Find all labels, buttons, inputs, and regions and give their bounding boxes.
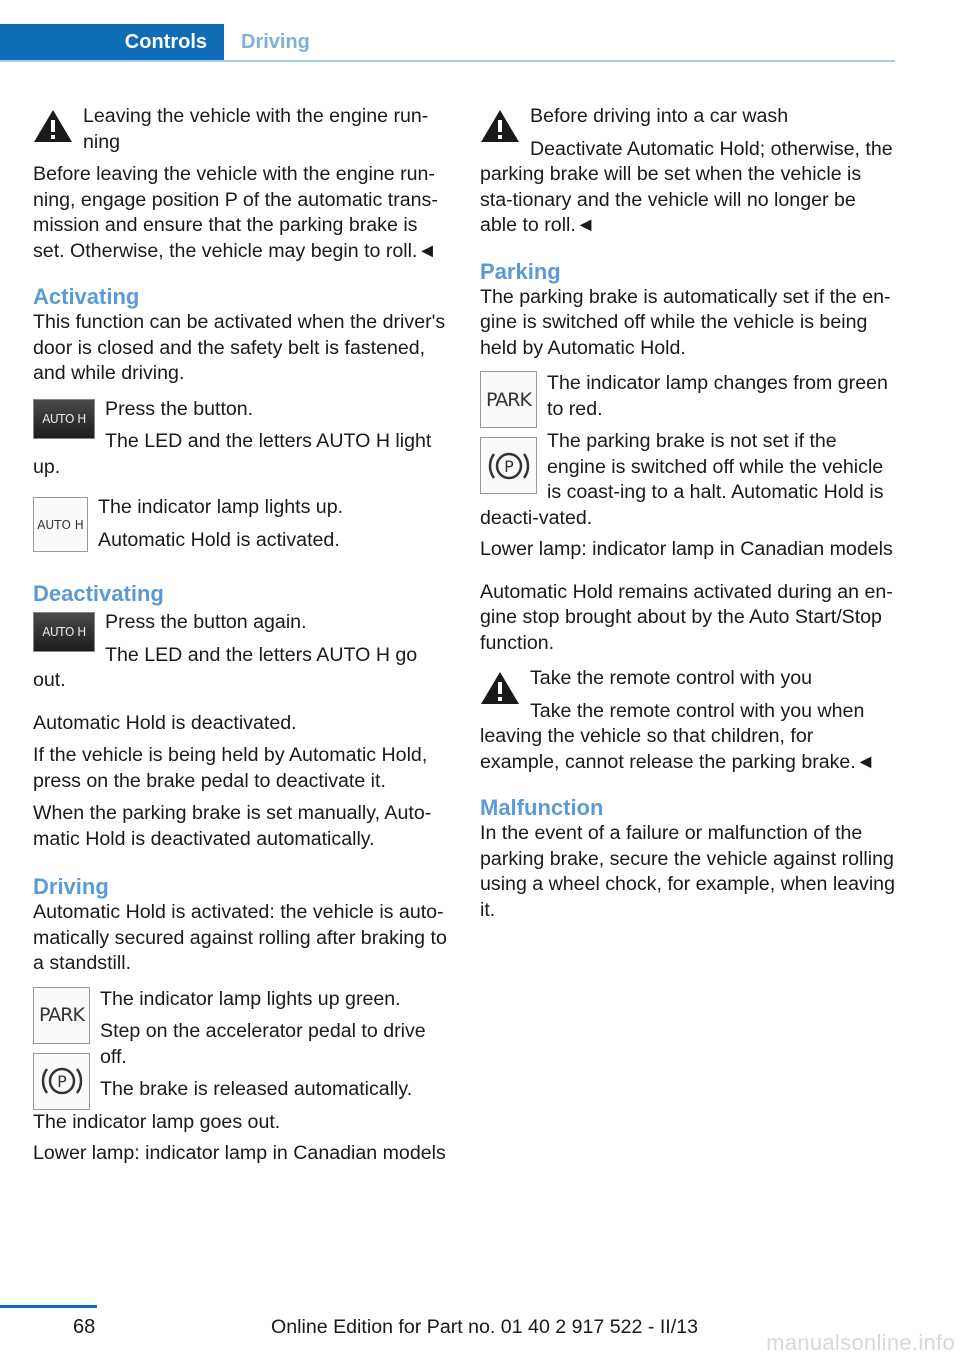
warning-triangle-icon [480, 670, 520, 706]
park-lamp-icon: PARK [480, 371, 537, 428]
warning-title: Leaving the vehicle with the engine run-ning [83, 105, 429, 153]
set-manually-text: When the parking brake is set manually, Auto-matic Hold is deactivated automatically. [33, 802, 432, 850]
lamp-lights-up-text: The indicator lamp lights up. [98, 496, 344, 518]
header-tabs [0, 24, 895, 62]
held-by-hold-text: If the vehicle is being held by Automatic Hold, press on the brake pedal to deactivate it. [33, 744, 428, 792]
warning-body: Deactivate Automatic Hold; otherwise, the parking brake will be set when the vehicle is sta-tionary and the vehicle will no longer be able to roll.◄ [480, 137, 893, 236]
auto-h-lamp-icon: AUTO H [33, 497, 88, 552]
auto-h-lamp-block [33, 495, 449, 553]
park-lamp-block [33, 987, 449, 1136]
led-light-up-text: The LED and the letters AUTO H light up. [33, 430, 432, 478]
parking-brake-lamp-icon [480, 437, 537, 494]
heading-parking: Parking [480, 258, 561, 284]
svg-text:P: P [56, 1072, 67, 1091]
parking-brake-p-icon [486, 446, 532, 486]
warning-body: Take the remote control with you when leaving the vehicle so that children, for example, cannot release the parking brake.◄ [480, 699, 876, 773]
driving-body: Automatic Hold is activated: the vehicle is auto-matically secured against rolling after braking to a standstill. [33, 901, 447, 974]
auto-h-button-block [33, 397, 449, 481]
header-divider [0, 60, 895, 62]
warning-body: Before leaving the vehicle with the engine run-ning, engage position P of the automatic trans-mission and ensure that the parking brake is set. Otherwise, the vehicle may begin to roll.◄ [33, 163, 438, 262]
left-column [33, 104, 449, 1167]
lamp-changes-text: The indicator lamp changes from green to red. [547, 372, 888, 420]
park-lamp-block-right [480, 371, 896, 531]
parking-brake-p-icon [39, 1061, 85, 1101]
step-accelerator-text: Step on the accelerator pedal to drive off. [100, 1020, 426, 1068]
hold-deactivated-text: Automatic Hold is deactivated. [33, 711, 297, 734]
warning-triangle-icon [480, 108, 520, 144]
hold-activated-text: Automatic Hold is activated. [98, 528, 340, 551]
auto-h-button-block-2 [33, 610, 449, 694]
parking-brake-lamp-icon [33, 1053, 90, 1110]
heading-deactivating: Deactivating [33, 581, 164, 606]
lower-lamp-text: Lower lamp: indicator lamp in Canadian models [33, 1142, 446, 1164]
brake-released-text: The brake is released automatically. [100, 1078, 413, 1100]
lower-lamp-text: Lower lamp: indicator lamp in Canadian models [480, 538, 893, 560]
park-lamp-icon: PARK [33, 987, 90, 1044]
warning-title: Take the remote control with you [530, 667, 813, 689]
page-number: 68 [73, 1316, 96, 1338]
lamp-goes-out-text: The indicator lamp goes out. [33, 1110, 281, 1133]
warning-car-wash [480, 104, 896, 239]
heading-activating: Activating [33, 284, 140, 309]
auto-h-button-icon: AUTO H [33, 612, 95, 652]
brake-not-set-text: The parking brake is not set if the engine is switched off while the vehicle is coast-ing to a halt. Automatic Hold is deacti-vated. [480, 430, 884, 529]
press-again-text: Press the button again. [105, 611, 307, 633]
malfunction-body: In the event of a failure or malfunction of the parking brake, secure the vehicle against rolling using a wheel chock, for example, when leaving it. [480, 822, 895, 921]
activating-body: This function can be activated when the driver's door is closed and the safety belt is fastened, and while driving. [33, 311, 446, 384]
press-button-text: Press the button. [105, 397, 254, 420]
heading-driving: Driving [33, 874, 109, 899]
auto-h-button-icon: AUTO H [33, 399, 95, 439]
lamp-green-text: The indicator lamp lights up green. [100, 987, 401, 1010]
footer-rule [0, 1305, 97, 1308]
heading-malfunction: Malfunction [480, 795, 604, 820]
warning-remote-control [480, 666, 896, 775]
right-column [480, 104, 896, 923]
remains-activated-text: Automatic Hold remains activated during an en-gine stop brought about by the Auto Start/Stop function. [480, 580, 893, 654]
tab-driving[interactable]: Driving [241, 30, 310, 53]
warning-triangle-icon [33, 108, 73, 144]
watermark: manualsonline.info [766, 1330, 955, 1355]
parking-body: The parking brake is automatically set if the en-gine is switched off while the vehicle is being held by Automatic Hold. [480, 285, 891, 359]
tab-controls[interactable]: Controls [0, 24, 224, 60]
led-goes-out-text: The LED and the letters AUTO H go out. [33, 643, 418, 691]
svg-text:P: P [503, 456, 514, 476]
warning-title: Before driving into a car wash [530, 105, 789, 127]
warning-leaving-vehicle [33, 104, 449, 155]
edition-text: Online Edition for Part no. 01 40 2 917 522 - II/13 [271, 1316, 698, 1338]
